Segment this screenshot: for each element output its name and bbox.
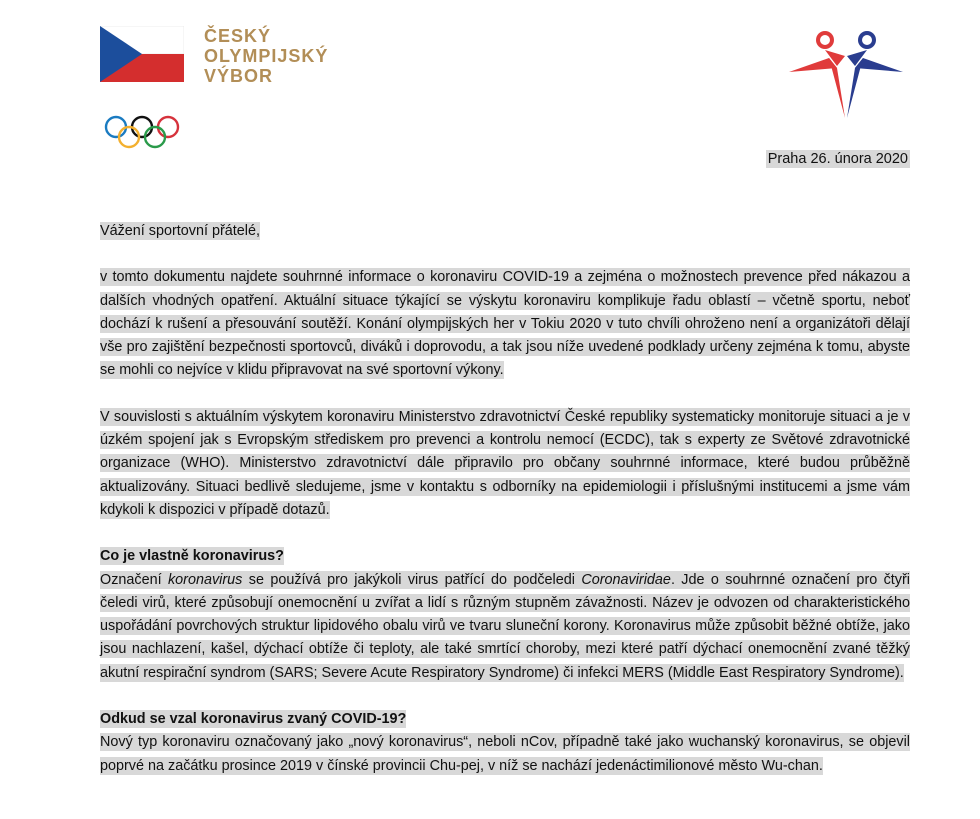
olympic-rings-icon: [102, 114, 182, 150]
ministry-paragraph: [100, 406, 910, 522]
boxing-figure-logo-icon: [785, 28, 907, 120]
section-heading-what-is-coronavirus: [100, 545, 910, 568]
intro-paragraph: [100, 266, 910, 382]
greeting-text: Vážení sportovní přátelé,: [100, 223, 260, 239]
section-heading-origin: [100, 708, 910, 731]
section1-text-part-2: se používá pro jakýkoli virus patřící do podčeledi: [242, 571, 582, 588]
section2-paragraph: [100, 731, 910, 778]
section2-heading-text: Odkud se vzal koronavirus zvaný COVID-19?: [100, 711, 407, 728]
olympic-committee-logo: [100, 26, 350, 126]
section1-term-coronaviridae: Coronaviridae: [581, 571, 671, 588]
section1-text-part-3: . Jde o souhrnné označení pro čtyři čeledi virů, které způsobují onemocnění u zvířat a lidí s různým stupněm závažnosti. Název je odvozen od charakteristického uspořádání povrchových struktur lipidového obalu virů ve tvaru sluneční korony. Koronavirus může způsobit běžné obtíže, jako jsou nachlazení, kašel, dýchací obtíže či teploty, ale také smrtící choroby, mezi které patří dýchací onemocnění zvané těžký akutní respirační syndrom (SARS; Severe Acute Respiratory Syndrome) či infekci MERS (Middle East Respiratory Syndrome).: [100, 571, 910, 681]
intro-text: v tomto dokumentu najdete souhrnné informace o koronaviru COVID-19 a zejména o možnostech prevence před nákazou a dalších vhodných opatření. Aktuální situace týkající se výskytu koronaviru komplikuje řadu oblastí – včetně sportu, neboť dochází k rušení a přesouvání soutěží. Konání olympijských her v Tokiu 2020 v tuto chvíli ohroženo není a organizátoři dělají vše pro zajištění bezpečnosti sportovců, diváků i doprovodu, a tak jsou níže uvedené podklady určeny zejména k tomu, abyste se mohli co nejvíce v klidu připravovat na své sportovní výkony.: [100, 269, 910, 379]
section1-text-part-1: Označení: [100, 571, 168, 588]
org-name-line-2: OLYMPIJSKÝ: [204, 46, 329, 66]
section1-term-koronavirus: koronavirus: [167, 571, 243, 588]
section1-heading-text: Co je vlastně koronavirus?: [100, 548, 284, 565]
org-name-line-1: ČESKÝ: [204, 26, 272, 46]
document-body: [100, 220, 910, 778]
organization-name: [204, 26, 354, 86]
section1-paragraph: [100, 569, 910, 685]
czech-flag-icon: [100, 26, 184, 82]
ministry-text: V souvislosti s aktuálním výskytem koronaviru Ministerstvo zdravotnictví České republiky systematicky monitoruje situaci a je v úzkém spojení jak s Evropským střediskem pro prevenci a kontrolu nemocí (ECDC), tak s experty ze Světové zdravotnické organizace (WHO). Ministerstvo zdravotnictví dále připravilo pro občany souhrnné informace, které budou průběžně aktualizovány. Situaci bedlivě sledujeme, jsme v kontaktu s odborníky na epidemiologii i příslušnými institucemi a jsme vám kdykoli k dispozici v případě dotazů.: [100, 408, 910, 518]
greeting: [100, 220, 910, 243]
document-date: Praha 26. února 2020: [767, 151, 908, 167]
org-name-line-3: VÝBOR: [204, 66, 274, 86]
section2-text: Nový typ koronaviru označovaný jako „nový koronavirus“, neboli nCov, případně také jako wuchanský koronavirus, se objevil poprvé na začátku prosince 2019 v čínské provincii Chu-pej, v níž se nachází jedenáctimilionové město Wu-chan.: [100, 734, 910, 774]
